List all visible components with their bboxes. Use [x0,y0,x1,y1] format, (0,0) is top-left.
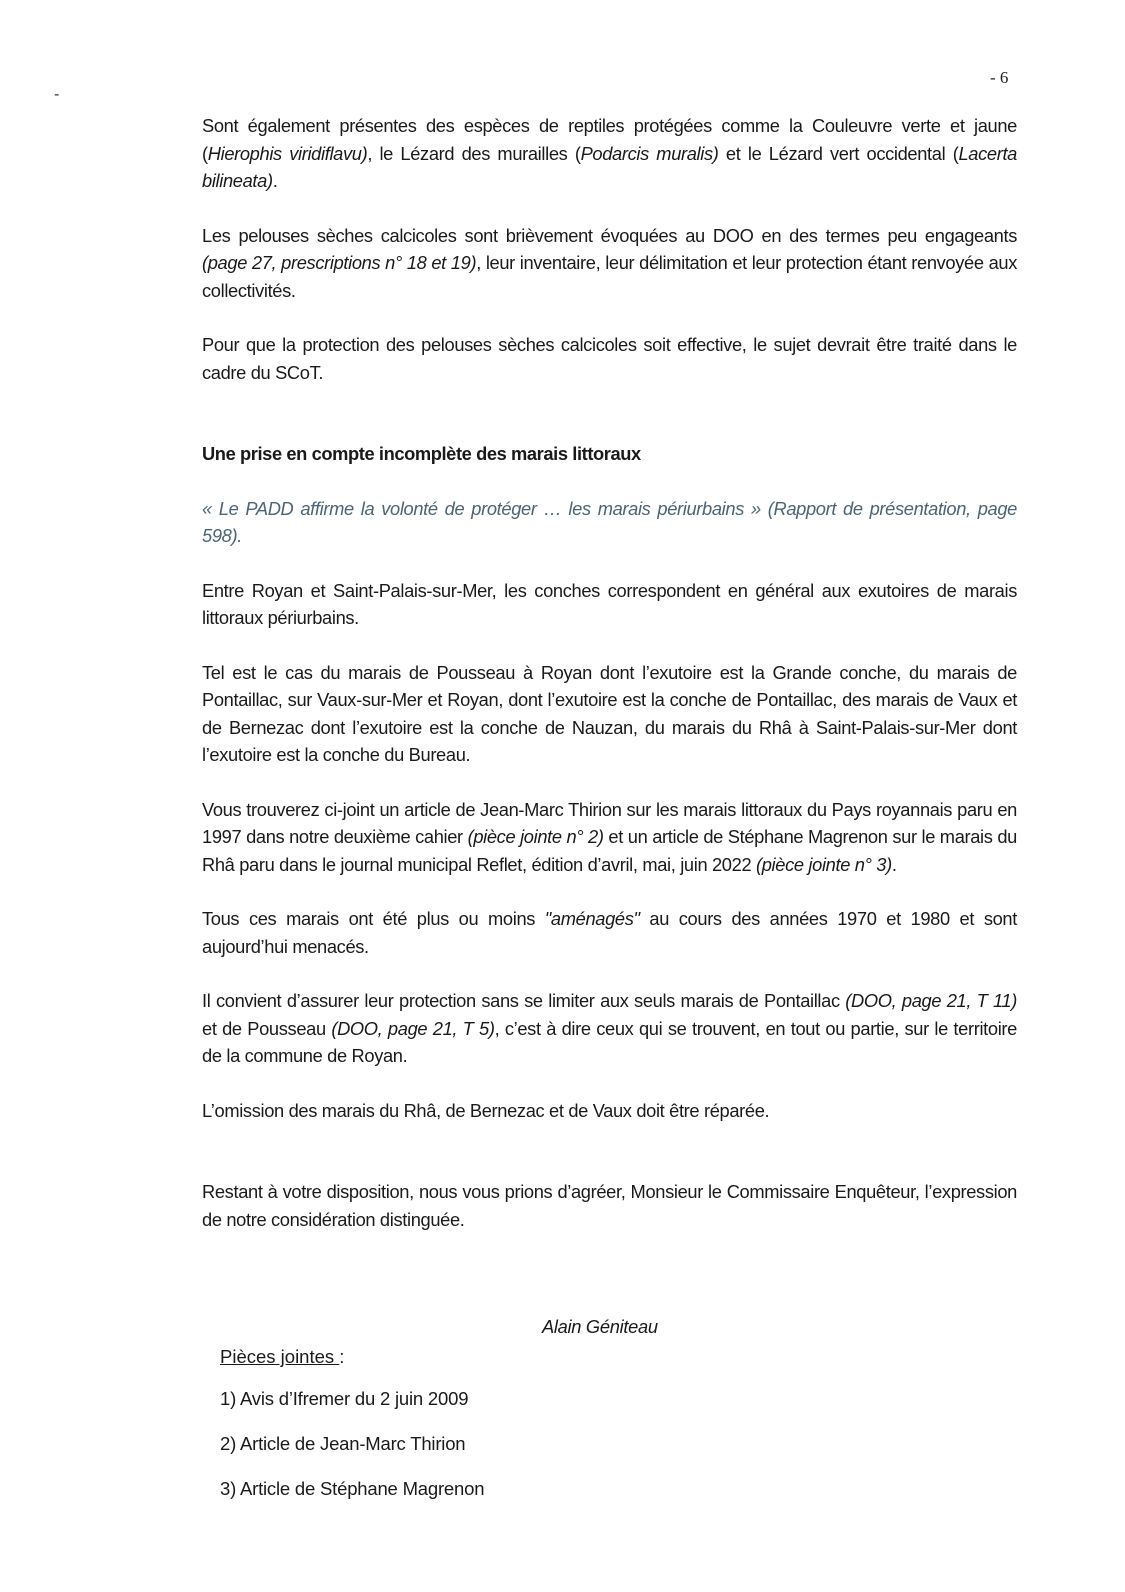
document-body [202,112,1017,1233]
text: et de Pousseau [202,1017,332,1039]
species-name: Podarcis muralis) [580,142,719,164]
text: , leur inventaire, leur délimitation et leur protection étant renvoyée aux collectivités. [202,252,1017,301]
closing-formula: Restant à votre disposition, nous vous prions d’agréer, Monsieur le Commissaire Enquêteur, l’expression de notre considération distinguée. [202,1181,1017,1230]
attachments [220,1346,484,1500]
reference: (page 27, prescriptions n° 18 et 19) [202,252,477,273]
text: Tous ces marais ont été plus ou moins [202,908,545,929]
paragraph-conches: Entre Royan et Saint-Palais-sur-Mer, les conches correspondent en général aux exutoires de marais littoraux périurbains. [202,579,1017,628]
attachment-item: 1) Avis d’Ifremer du 2 juin 2009 [220,1388,469,1409]
reference: (pièce jointe n° 2) [467,826,604,847]
text: Les pelouses sèches calcicoles sont brièvement évoquées au DOO en des termes peu engageants [202,224,1017,246]
attachments-colon: : [339,1346,345,1367]
paragraph-articles [202,796,1017,879]
species-name: Hierophis viridiflavu) [207,142,368,164]
text: Vous trouverez ci-joint un article de Jean-Marc Thirion sur les marais littoraux du Pays royannais paru en 1997 dans notre deuxième cahier [202,798,1017,847]
text: , c’est à dire ceux qui se trouvent, en tout ou partie, sur le territoire de la commune de Royan. [202,1017,1017,1066]
page-number: - 6 [990,68,1009,87]
reference: (pièce jointe n° 3) [756,853,892,875]
section-heading: Une prise en compte incomplète des marais littoraux [202,443,641,464]
attachments-title: Pièces jointes [220,1346,340,1367]
attachment-item: 2) Article de Jean-Marc Thirion [220,1433,466,1454]
text: Il convient d’assurer leur protection sans se limiter aux seuls marais de Pontaillac [202,990,846,1011]
text: et le Lézard vert occidental ( [718,142,959,164]
paragraph-pelouses [202,222,1017,305]
text: . [891,853,897,875]
paragraph-amenages [202,905,1017,960]
emphasis: "aménagés" [544,908,640,929]
paragraph-protection [202,987,1017,1070]
attachment-item: 3) Article de Stéphane Magrenon [220,1478,485,1499]
margin-mark: - [54,86,60,103]
text: . [272,170,278,191]
text: et un article de Stéphane Magrenon sur le marais du Rhâ paru dans le journal municipal Reflet, édition d’avril, mai, juin 2022 [202,826,1017,875]
signature-name: Alain Géniteau [542,1316,658,1337]
reference: (DOO, page 21, T 11) [845,990,1017,1011]
text: Sont également présentes des espèces de reptiles protégées comme la Couleuvre verte et jaune ( [202,115,1017,164]
text: au cours des années 1970 et 1980 et sont aujourd’hui menacés. [202,908,1017,957]
paragraph-scot: Pour que la protection des pelouses sèches calcicoles soit effective, le sujet devrait être traité dans le cadre du SCoT. [202,334,1017,383]
text: , le Lézard des murailles ( [367,142,581,164]
paragraph-omission: L’omission des marais du Rhâ, de Bernezac et de Vaux doit être réparée. [202,1099,770,1121]
reference: (DOO, page 21, T 5) [331,1017,495,1039]
species-name: Lacerta bilineata) [202,142,1017,191]
paragraph-cas: Tel est le cas du marais de Pousseau à Royan dont l’exutoire est la Grande conche, du marais de Pontaillac, sur Vaux-sur-Mer et Royan, dont l’exutoire est la conche de Pontaillac, des marais de Vaux et de Bernezac dont l’exutoire est la conche de Nauzan, du marais du Rhâ à Saint-Palais-sur-Mer dont l’exutoire est la conche du Bureau. [202,661,1017,765]
quote: « Le PADD affirme la volonté de protéger … les marais périurbains » (Rapport de présentation, page 598). [202,497,1017,546]
paragraph-reptiles [202,112,1017,195]
